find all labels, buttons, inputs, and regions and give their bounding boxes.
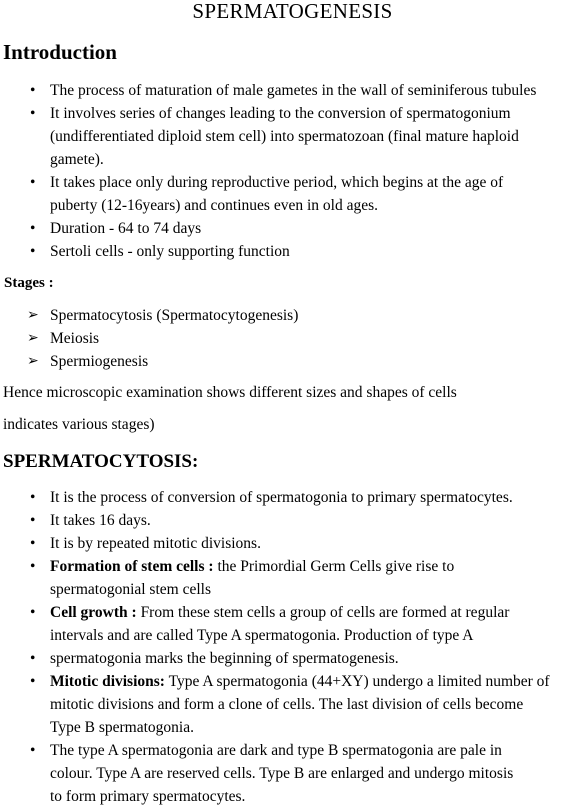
bullet-text-line: spermatogonia marks the beginning of spermatogenesis. [50,650,399,667]
list-item [0,601,585,647]
bullet-icon: • [30,558,36,575]
introduction-heading: Introduction [3,40,117,64]
bullet-icon: • [30,535,36,552]
arrow-bullet-icon: ➢ [27,353,39,369]
list-item [0,171,585,217]
spermatocytosis-heading: SPERMATOCYTOSIS: [3,451,199,472]
list-item [0,647,585,670]
note-line: indicates various stages) [3,416,155,433]
bullet-text-line: It involves series of changes leading to the conversion of spermatogonium [50,105,511,122]
arrow-bullet-icon: ➢ [27,307,39,323]
stage-item [0,350,585,373]
stage-item [0,304,585,327]
bullet-text-line: Type B spermatogonia. [50,719,194,736]
stage-label: Spermatocytosis (Spermatocytogenesis) [50,307,299,324]
arrow-bullet-icon: ➢ [27,330,39,346]
bullet-text-line: spermatogonial stem cells [50,581,211,598]
bullet-text-line: The type A spermatogonia are dark and type B spermatogonia are pale in [50,742,502,759]
list-item [0,486,585,509]
bullet-icon: • [30,673,36,690]
bullet-icon: • [30,489,36,506]
spermatocytosis-bullet-list [0,486,585,808]
bullet-text-line: Duration - 64 to 74 days [50,220,202,237]
list-item [0,79,585,102]
bullet-text-line: The process of maturation of male gametes in the wall of seminiferous tubules [50,82,537,99]
document-title: SPERMATOGENESIS [192,0,393,23]
stages-list [0,304,585,373]
list-item [0,509,585,532]
bullet-icon: • [30,742,36,759]
bullet-icon: • [30,604,36,621]
bullet-icon: • [30,512,36,529]
list-item [0,102,585,171]
bullet-text-line: It takes 16 days. [50,512,151,529]
list-item [0,532,585,555]
bullet-bold-term: Mitotic divisions: [50,673,165,690]
bullet-text-line: colour. Type A are reserved cells. Type B are enlarged and undergo mitosis [50,765,514,782]
bullet-text-line: gamete). [50,151,104,168]
bullet-text-line: Type A spermatogonia (44+XY) undergo a limited number of [164,673,550,690]
bullet-text-line: intervals and are called Type A spermatogonia. Production of type A [50,627,474,644]
list-item [0,670,585,739]
bullet-icon: • [30,243,36,260]
bullet-icon: • [30,174,36,191]
list-item [0,240,585,263]
bullet-text-line: From these stem cells a group of cells are formed at regular [136,604,510,621]
stage-item [0,327,585,350]
bullet-text-line: (undifferentiated diploid stem cell) into spermatozoan (final mature haploid [50,128,519,145]
stage-label: Spermiogenesis [50,353,149,370]
bullet-text-line: the Primordial Germ Cells give rise to [213,558,455,575]
bullet-icon: • [30,650,36,667]
bullet-text-line: It takes place only during reproductive period, which begins at the age of [50,174,504,191]
bullet-icon: • [30,105,36,122]
stages-label: Stages : [4,275,54,291]
list-item [0,555,585,601]
bullet-text-line: puberty (12-16years) and continues even in old ages. [50,197,378,214]
bullet-icon: • [30,220,36,237]
bullet-icon: • [30,82,36,99]
bullet-text-line: to form primary spermatocytes. [50,788,246,805]
note-line: Hence microscopic examination shows different sizes and shapes of cells [3,384,457,401]
stage-label: Meiosis [50,330,100,347]
bullet-text-line: Sertoli cells - only supporting function [50,243,290,260]
bullet-bold-term: Cell growth : [50,604,137,621]
introduction-bullet-list [0,79,585,263]
bullet-text-line: It is the process of conversion of spermatogonia to primary spermatocytes. [50,489,513,506]
list-item [0,217,585,240]
bullet-text-line: mitotic divisions and form a clone of cells. The last division of cells become [50,696,524,713]
bullet-bold-term: Formation of stem cells : [50,558,214,575]
bullet-text-line: It is by repeated mitotic divisions. [50,535,261,552]
list-item [0,739,585,808]
